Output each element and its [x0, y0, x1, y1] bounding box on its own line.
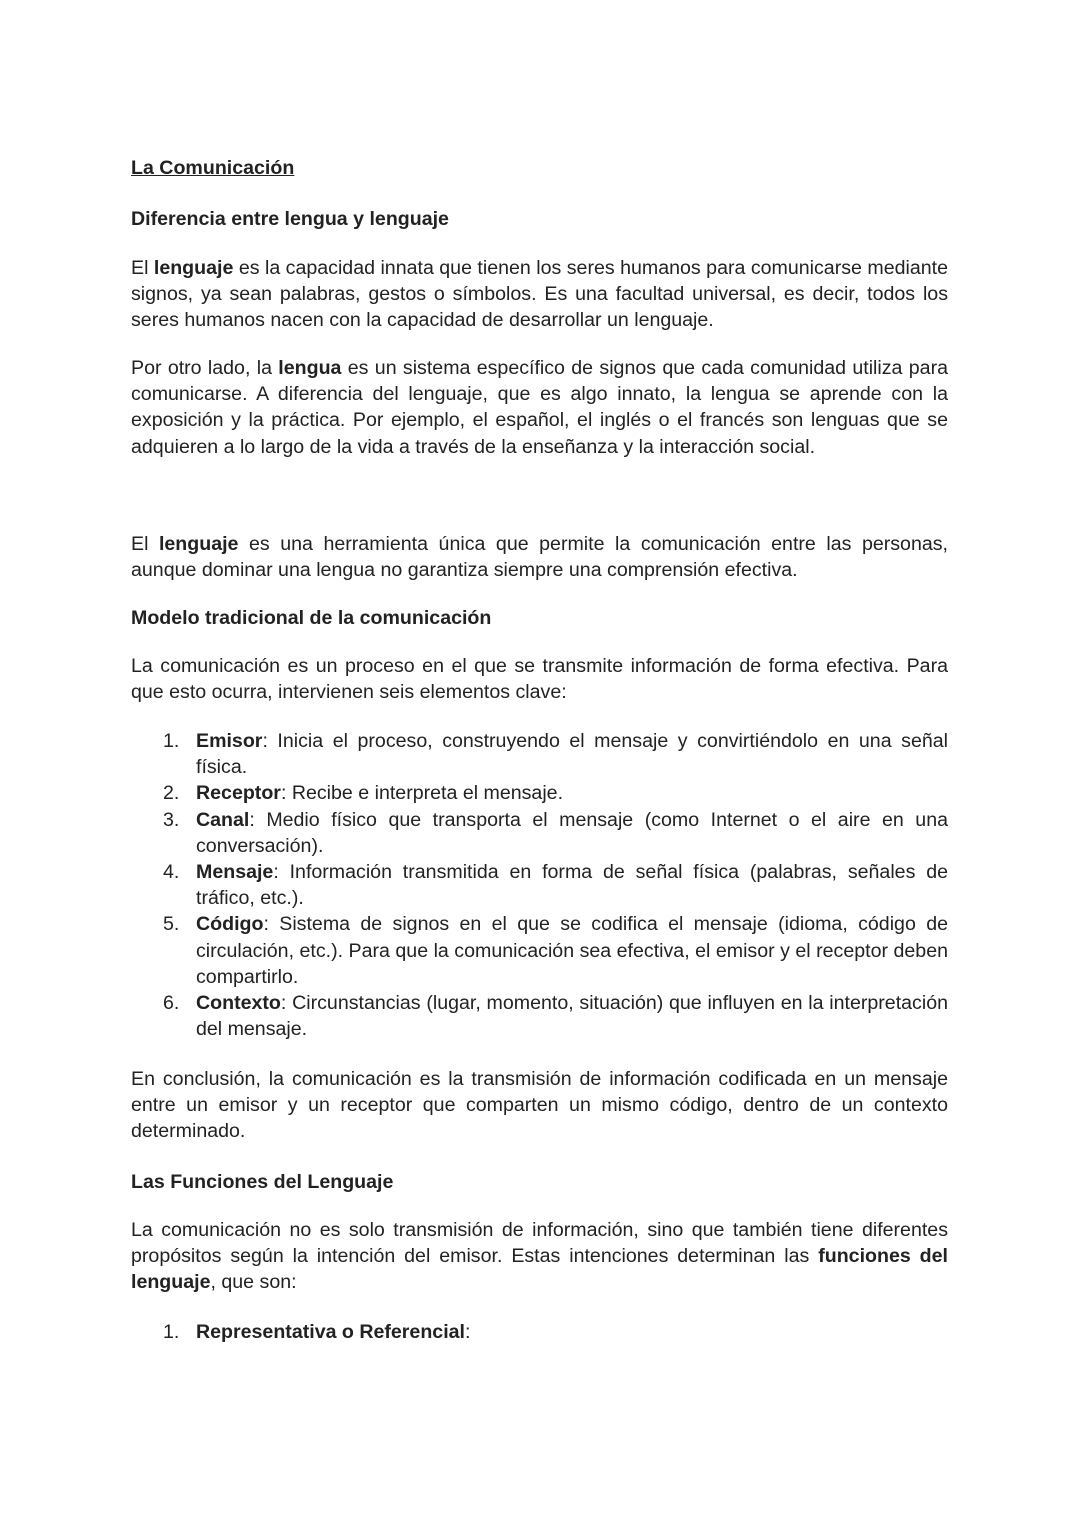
paragraph-herramienta: El lenguaje es una herramienta única que permite la comunicación entre las personas, aunque dominar una lengua no garantiza siempre una comprensión efectiva.: [131, 533, 948, 582]
list-item: 1. Representativa o Referencial:: [163, 1321, 471, 1343]
paragraph-lengua: Por otro lado, la lengua es un sistema específico de signos que cada comunidad utiliza para comunicarse. A diferencia del lenguaje, que es algo innato, la lengua se aprende con la exposición y la práctica. Por ejemplo, el español, el inglés o el francés son lenguas que se adquieren a lo largo de la vida a través de la enseñanza y la interacción social.: [131, 357, 948, 458]
list-item: 3. Canal: Medio físico que transporta el mensaje (como Internet o el aire en una conversación).: [163, 808, 948, 857]
list-item: 6. Contexto: Circunstancias (lugar, momento, situación) que influyen en la interpretación del mensaje.: [163, 992, 948, 1041]
document-title: La Comunicación: [131, 157, 295, 179]
paragraph-modelo-intro: La comunicación es un proceso en el que se transmite información de forma efectiva. Para que esto ocurra, intervienen seis elementos clave:: [131, 655, 948, 704]
paragraph-funciones: La comunicación no es solo transmisión de información, sino que también tiene diferentes propósitos según la intención del emisor. Estas intenciones determinan las funciones del lenguaje, que son:: [131, 1219, 948, 1294]
paragraph-lenguaje: El lenguaje es la capacidad innata que tienen los seres humanos para comunicarse mediante signos, ya sean palabras, gestos o símbolos. Es una facultad universal, es decir, todos los seres humanos nacen con la capacidad de desarrollar un lenguaje.: [131, 257, 948, 332]
elements-list: [131, 728, 948, 1042]
functions-list: [131, 1319, 948, 1345]
list-item: 1. Emisor: Inicia el proceso, construyendo el mensaje y convirtiéndolo en una señal física.: [163, 730, 948, 779]
list-item: 2. Receptor: Recibe e interpreta el mensaje.: [163, 782, 564, 805]
section-heading-lengua-lenguaje: Diferencia entre lengua y lenguaje: [131, 208, 449, 230]
list-item: 5. Código: Sistema de signos en el que se codifica el mensaje (idioma, código de circulación, etc.). Para que la comunicación sea efectiva, el emisor y el receptor deben compartirlo.: [163, 913, 948, 988]
list-item: 4. Mensaje: Información transmitida en forma de señal física (palabras, señales de tráfico, etc.).: [163, 861, 948, 910]
section-heading-funciones: Las Funciones del Lenguaje: [131, 1171, 394, 1193]
paragraph-conclusion: En conclusión, la comunicación es la transmisión de información codificada en un mensaje entre un emisor y un receptor que comparten un mismo código, dentro de un contexto determinado.: [131, 1068, 948, 1143]
section-heading-modelo: Modelo tradicional de la comunicación: [131, 607, 492, 629]
